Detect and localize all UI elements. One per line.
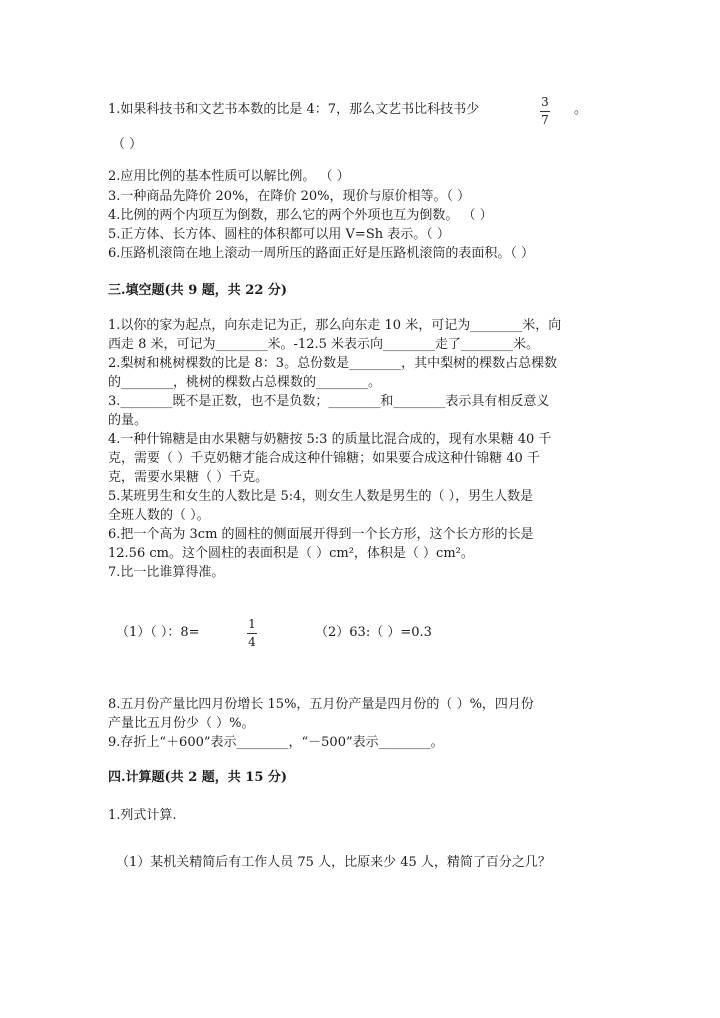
judge-question-2: 2.应用比例的基本性质可以解比例。 （ ） bbox=[108, 169, 350, 184]
fill-q4-line3: 克，需要水果糖（ ）千克。 bbox=[108, 470, 269, 485]
fill-q2-line1: 2.梨树和桃树棵数的比是 8：3。总份数是________，其中梨树的棵数占总棵数 bbox=[108, 356, 558, 371]
fill-q1-line1: 1.以你的家为起点，向东走记为正，那么向东走 10 米，可记为________米，向 bbox=[108, 318, 562, 333]
calc-q1-prompt: 1.列式计算. bbox=[108, 808, 177, 823]
fill-q7-part2: （2）63:（ ）=0.3 bbox=[315, 625, 432, 640]
calc-q1-sub1: （1）某机关精简后有工作人员 75 人，比原来少 45 人，精简了百分之几？ bbox=[116, 855, 551, 870]
fraction-bar bbox=[540, 111, 550, 112]
fraction-denominator: 7 bbox=[541, 113, 549, 127]
judge-q1-end: 。 bbox=[574, 102, 588, 117]
judge-question-3: 3.一种商品先降价 20%，在降价 20%，现价与原价相等。（ ） bbox=[108, 189, 471, 204]
judge-q1-answer-paren: （ ） bbox=[112, 137, 143, 152]
judge-question-1: 1.如果科技书和文艺书本数的比是 4：7，那么文艺书比科技书少 bbox=[108, 102, 480, 117]
fill-q3-line2: 的量。 bbox=[108, 413, 148, 428]
fill-q2-line2: 的________，桃树的棵数占总棵数的________。 bbox=[108, 375, 382, 390]
fill-q6-line1: 6.把一个高为 3cm 的圆柱的侧面展开得到一个长方形，这个长方形的长是 bbox=[108, 527, 534, 542]
fraction-numerator: 3 bbox=[541, 95, 549, 109]
section-heading-fill: 三.填空题(共 9 题，共 22 分) bbox=[108, 283, 288, 298]
judge-question-4: 4.比例的两个内项互为倒数，那么它的两个外项也互为倒数。 （ ） bbox=[108, 208, 493, 223]
fill-q1-line2: 西走 8 米，可记为________米。-12.5 米表示向________走了________米。 bbox=[108, 337, 540, 352]
fraction-bar bbox=[247, 633, 257, 634]
judge-question-6: 6.压路机滚筒在地上滚动一周所压的路面正好是压路机滚筒的表面积。（ ） bbox=[108, 246, 535, 261]
fill-q5-line1: 5.某班男生和女生的人数比是 5:4，则女生人数是男生的（ ），男生人数是 bbox=[108, 489, 534, 504]
fill-q7-fraction bbox=[247, 618, 257, 649]
fill-q8-line2: 产量比五月份少（ ）%。 bbox=[108, 716, 255, 731]
fill-q7-part1: （1）（ ）：8= bbox=[116, 625, 200, 640]
fill-q5-line2: 全班人数的（ ）。 bbox=[108, 508, 210, 523]
judge-question-5: 5.正方体、长方体、圆柱的体积都可以用 V=Sh 表示。（ ） bbox=[108, 227, 450, 242]
fill-q4-line1: 4.一种什锦糖是由水果糖与奶糖按 5:3 的质量比混合成的，现有水果糖 40 千 bbox=[108, 432, 552, 447]
fraction-denominator: 4 bbox=[248, 635, 256, 649]
fill-q8-line1: 8.五月份产量比四月份增长 15%，五月份产量是四月份的（ ）%，四月份 bbox=[108, 697, 534, 712]
fraction-numerator: 1 bbox=[248, 617, 256, 631]
fill-q3-line1: 3.________既不是正数，也不是负数；________和________表示具有相反意义 bbox=[108, 394, 550, 409]
fill-q4-line2: 克，需要（ ）千克奶糖才能合成这种什锦糖；如果要合成这种什锦糖 40 千 bbox=[108, 451, 540, 466]
section-heading-calc: 四.计算题(共 2 题，共 15 分) bbox=[108, 770, 288, 785]
fill-q6-line2: 12.56 cm。这个圆柱的表面积是（ ）cm²，体积是（ ）cm²。 bbox=[108, 546, 474, 561]
judge-q1-fraction bbox=[540, 96, 550, 127]
fill-q7-prompt: 7.比一比谁算得准。 bbox=[108, 565, 225, 580]
fill-q9: 9.存折上“＋600”表示________，“－500”表示________。 bbox=[108, 735, 444, 750]
